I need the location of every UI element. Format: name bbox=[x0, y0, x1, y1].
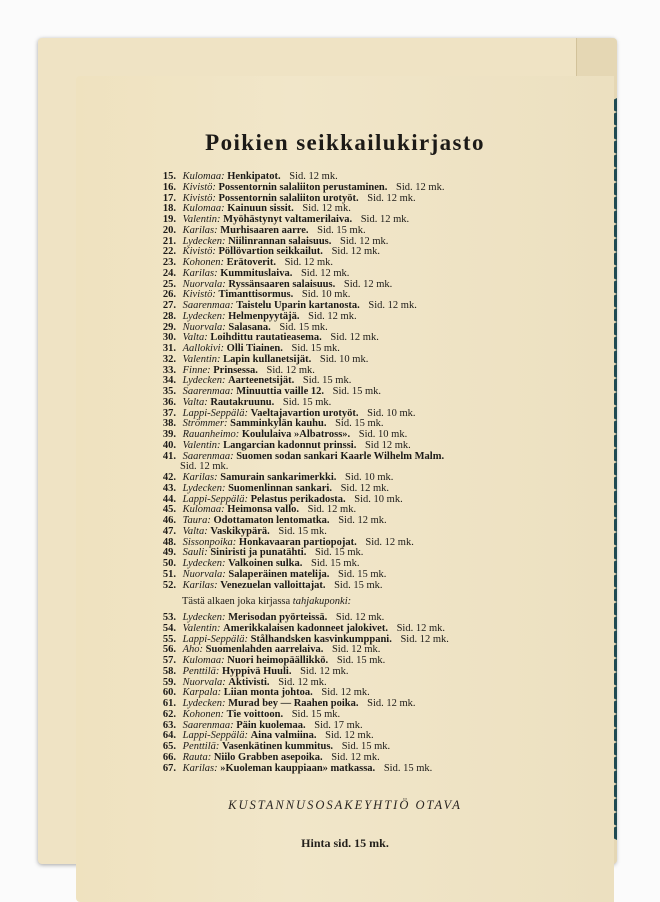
book-title: Honkavaaran partiopojat. bbox=[238, 536, 357, 548]
book-number: 29. bbox=[162, 321, 176, 333]
book-price: Sid. 15 mk. bbox=[302, 375, 352, 387]
book-author: Kivistö: bbox=[182, 181, 216, 193]
book-number: 33. bbox=[162, 364, 176, 376]
book-title: Olli Tiainen. bbox=[226, 343, 283, 354]
book-author: Kohonen: bbox=[182, 257, 225, 268]
book-number: 54. bbox=[162, 622, 176, 634]
book-entry bbox=[154, 581, 584, 592]
book-list bbox=[154, 172, 584, 774]
book-price: Sid. 10 mk. bbox=[367, 407, 416, 419]
book-author: Karilas: bbox=[182, 224, 218, 236]
book-price: Sid. 15 mk. bbox=[278, 525, 327, 537]
book-author: Sissonpoika: bbox=[182, 536, 237, 548]
book-author: Lydecken: bbox=[182, 235, 226, 247]
book-title: Ryssänsaaren salaisuus. bbox=[228, 278, 336, 290]
book-title: Suomenlahden aarrelaiva. bbox=[205, 644, 324, 656]
book-author: Valentin: bbox=[182, 439, 221, 451]
book-author: Kivistö: bbox=[182, 246, 216, 258]
book-price: Sid. 12 mk. bbox=[180, 461, 229, 473]
book-author: Kulomaa: bbox=[182, 203, 225, 215]
book-title: Possentornin salaliiton urotyöt. bbox=[218, 192, 359, 204]
series-title: Poikien seikkailukirjasto bbox=[205, 130, 485, 155]
book-author: Lydecken: bbox=[182, 612, 226, 623]
book-number: 28. bbox=[162, 310, 176, 322]
book-number: 15. bbox=[162, 171, 176, 182]
book-title: Niilinrannan salaisuus. bbox=[228, 235, 332, 247]
book-author: Valta: bbox=[182, 525, 208, 537]
book-author: Karilas: bbox=[182, 762, 218, 774]
book-entry bbox=[154, 764, 584, 775]
book-price: Sid. 12 mk. bbox=[330, 332, 379, 344]
book-number: 52. bbox=[162, 579, 176, 591]
book-price: Sid. 12 mk. bbox=[338, 515, 387, 526]
book-number: 47. bbox=[162, 525, 176, 537]
book-author: Nuorvala: bbox=[182, 321, 226, 333]
book-number: 51. bbox=[162, 568, 176, 580]
book-title: Loihdittu rautatieasema. bbox=[210, 332, 322, 344]
book-author: Kulomaa: bbox=[182, 504, 225, 516]
book-title: Myöhästynyt valtamerilaiva. bbox=[223, 214, 353, 225]
book-title: Aktivisti. bbox=[228, 676, 270, 688]
book-price: Sid. 12 mk. bbox=[289, 171, 338, 182]
book-price: Sid. 15 mk. bbox=[291, 343, 340, 354]
book-price: Sid. 12 mk. bbox=[266, 364, 315, 376]
book-number: 42. bbox=[162, 472, 176, 483]
book-title: Prinsessa. bbox=[213, 364, 258, 376]
book-entry bbox=[154, 570, 584, 581]
book-number: 66. bbox=[162, 751, 176, 763]
book-number: 34. bbox=[162, 375, 176, 387]
book-title: Salasana. bbox=[228, 321, 271, 333]
book-author: Lydecken: bbox=[182, 310, 226, 322]
book-title: Aina valmiina. bbox=[250, 730, 317, 742]
book-price: Sid. 12 mk. bbox=[331, 246, 380, 258]
book-title: Vaskikypärä. bbox=[210, 525, 270, 537]
book-title: Venezuelan valloittajat. bbox=[220, 579, 326, 591]
book-number: 65. bbox=[162, 741, 176, 752]
book-author: Taura: bbox=[182, 515, 211, 526]
book-price: Sid. 12 mk. bbox=[308, 310, 357, 322]
book-price: Sid. 12 mk. bbox=[368, 300, 417, 311]
book-title: Rautakruunu. bbox=[210, 396, 275, 408]
book-author: Lappi-Seppälä: bbox=[182, 633, 248, 645]
book-price: Sid. 10 mk. bbox=[358, 429, 408, 440]
book-price: Sid. 12 mk. bbox=[284, 257, 334, 268]
book-number: 61. bbox=[162, 698, 176, 709]
book-title: Murad bey — Raahen poika. bbox=[228, 698, 359, 709]
book-number: 20. bbox=[162, 224, 176, 236]
book-author: Valentin: bbox=[182, 214, 221, 225]
book-number: 38. bbox=[162, 418, 176, 430]
book-number: 36. bbox=[162, 396, 176, 408]
book-author: Sauli: bbox=[182, 547, 208, 559]
book-number: 16. bbox=[162, 181, 176, 193]
book-price: Sid. 12 mk. bbox=[340, 235, 389, 247]
book-number: 49. bbox=[162, 547, 176, 559]
book-number: 37. bbox=[162, 407, 176, 419]
book-title: Vasenkätinen kummitus. bbox=[222, 741, 334, 752]
book-title: Pöllövartion seikkailut. bbox=[218, 246, 323, 258]
book-author: Karilas: bbox=[182, 267, 218, 279]
book-price: Sid. 12 mk. bbox=[396, 181, 445, 193]
book-number: 50. bbox=[162, 558, 176, 569]
book-author: Valentin: bbox=[182, 353, 221, 365]
book-number: 56. bbox=[162, 644, 176, 656]
book-number: 40. bbox=[162, 439, 176, 451]
book-price: Sid. 12 mk. bbox=[325, 730, 374, 742]
book-author: Valentin: bbox=[182, 622, 221, 634]
book-price: Sid. 15 mk. bbox=[314, 547, 364, 559]
book-list-part-a bbox=[154, 172, 584, 591]
cover-page bbox=[76, 76, 614, 902]
book-price: Sid. 12 mk. bbox=[396, 622, 446, 634]
book-title: Possentornin salaliiton perustaminen. bbox=[218, 181, 388, 193]
book-price: Sid. 15 mk. bbox=[337, 568, 387, 580]
book-author: Lappi-Seppälä: bbox=[182, 730, 248, 742]
book-title: Timanttisormus. bbox=[218, 289, 294, 301]
book-number: 46. bbox=[162, 515, 176, 526]
book-number: 53. bbox=[162, 612, 176, 623]
book-author: Valta: bbox=[182, 396, 208, 408]
book-title: Kainuun sissit. bbox=[227, 203, 294, 215]
book-title: Amerikkalaisen kadonneet jalokivet. bbox=[223, 622, 388, 634]
book-price: Sid 12 mk. bbox=[364, 439, 411, 451]
book-author: Finne: bbox=[182, 364, 211, 376]
book-title: Kummituslaiva. bbox=[220, 267, 293, 279]
book-title: Valkoinen sulka. bbox=[228, 558, 303, 569]
book-price: Sid. 12 mk. bbox=[331, 751, 380, 763]
book-number: 22. bbox=[162, 246, 176, 258]
book-price: Sid. 12 mk. bbox=[278, 676, 327, 688]
book-author: Karilas: bbox=[182, 472, 218, 483]
book-number: 58. bbox=[162, 665, 176, 677]
book-author: Rauanheimo: bbox=[182, 429, 240, 440]
book-number: 30. bbox=[162, 332, 176, 344]
book-number: 23. bbox=[162, 257, 176, 268]
book-price: Sid. 12 mk. bbox=[300, 267, 350, 279]
book-author: Lappi-Seppälä: bbox=[182, 493, 248, 505]
book-title: Heimonsa vallo. bbox=[227, 504, 300, 516]
book-number: 17. bbox=[162, 192, 176, 204]
book-title: Pelastus perikadosta. bbox=[250, 493, 346, 505]
book-price: Sid. 12 mk. bbox=[321, 687, 370, 699]
book-author: Lydecken: bbox=[182, 698, 226, 709]
book-price: Sid. 12 mk. bbox=[331, 644, 381, 656]
book-author: Nuorvala: bbox=[182, 568, 226, 580]
book-title: Taistelu Uparin kartanosta. bbox=[236, 300, 360, 311]
book-number: 18. bbox=[162, 203, 176, 215]
book-price: Sid. 12 mk. bbox=[367, 698, 416, 709]
book-author: Nuorvala: bbox=[182, 278, 226, 290]
book-number: 60. bbox=[162, 687, 176, 699]
book-number: 26. bbox=[162, 289, 176, 301]
book-number: 43. bbox=[162, 482, 176, 494]
book-number: 67. bbox=[162, 762, 176, 774]
book-title: Erätoverit. bbox=[226, 257, 276, 268]
book-title: Siniristi ja punatähti. bbox=[210, 547, 307, 559]
book-price: Sid. 15 mk. bbox=[282, 396, 332, 408]
book-title: Langarcian kadonnut prinssi. bbox=[223, 439, 357, 451]
series-price: Hinta sid. 15 mk. bbox=[301, 836, 389, 850]
book-price: Sid. 12 mk. bbox=[302, 203, 351, 215]
book-back-cover bbox=[38, 38, 616, 864]
book-author: Kulomaa: bbox=[182, 655, 225, 666]
book-title: Nuori heimopäällikkö. bbox=[227, 655, 329, 666]
book-price: Sid. 10 mk. bbox=[319, 353, 369, 365]
book-price: Sid. 15 mk. bbox=[311, 558, 360, 569]
book-price: Sid. 15 mk. bbox=[341, 741, 391, 752]
book-author: Penttilä: bbox=[182, 665, 220, 677]
book-number: 41. bbox=[162, 450, 176, 462]
book-number: 39. bbox=[162, 429, 176, 440]
book-number: 64. bbox=[162, 730, 176, 742]
book-price: Sid. 15 mk. bbox=[332, 386, 382, 397]
book-title: Vaeltajavartion urotyöt. bbox=[250, 407, 359, 419]
book-price: Sid. 15 mk. bbox=[336, 655, 386, 666]
book-price: Sid. 10 mk. bbox=[345, 472, 394, 483]
book-title: Koululaiva »Albatross». bbox=[241, 429, 351, 440]
book-number: 32. bbox=[162, 353, 176, 365]
book-number: 44. bbox=[162, 493, 176, 505]
book-number: 27. bbox=[162, 300, 176, 311]
book-title: Salaperäinen matelija. bbox=[228, 568, 330, 580]
book-title: Aarteenetsijät. bbox=[228, 375, 295, 387]
book-number: 35. bbox=[162, 386, 176, 397]
book-author: Saarenmaa: bbox=[182, 450, 234, 462]
book-title: Stålhandsken kasvinkumppani. bbox=[250, 633, 392, 645]
book-author: Saarenmaa: bbox=[182, 386, 234, 397]
book-title: Lapin kullanetsijät. bbox=[223, 353, 312, 365]
book-author: Lappi-Seppälä: bbox=[182, 407, 248, 419]
book-number: 45. bbox=[162, 504, 176, 516]
book-title: Helmenpyytäjä. bbox=[228, 310, 300, 322]
book-title: Murhisaaren aarre. bbox=[220, 224, 309, 236]
book-price: Sid. 10 mk. bbox=[354, 493, 403, 505]
book-number: 24. bbox=[162, 267, 176, 279]
book-author: Aallokivi: bbox=[182, 343, 225, 354]
book-author: Saarenmaa: bbox=[182, 719, 234, 731]
book-price: Sid. 15 mk. bbox=[291, 708, 341, 720]
book-author: Lydecken: bbox=[182, 558, 226, 569]
book-title: Merisodan pyörteissä. bbox=[228, 612, 328, 623]
book-author: Aho: bbox=[182, 644, 204, 656]
book-number: 31. bbox=[162, 343, 176, 354]
book-number: 21. bbox=[162, 235, 176, 247]
book-author: Kohonen: bbox=[182, 708, 225, 720]
book-author: Kivistö: bbox=[182, 289, 216, 301]
coupon-note-italic: tahjakuponki: bbox=[292, 596, 352, 608]
book-price: Sid. 12 mk. bbox=[340, 482, 390, 494]
book-price: Sid. 17 mk. bbox=[314, 719, 363, 731]
book-price: Sid. 12 mk. bbox=[307, 504, 357, 516]
book-author: Nuorvala: bbox=[182, 676, 226, 688]
book-title: Niilo Grabben asepoika. bbox=[213, 751, 323, 763]
book-price: Sid. 12 mk. bbox=[365, 536, 414, 548]
book-price: Sid. 12 mk. bbox=[343, 278, 393, 290]
book-price: Sid. 12 mk. bbox=[335, 612, 385, 623]
book-number: 25. bbox=[162, 278, 176, 290]
book-author: Kulomaa: bbox=[182, 171, 225, 182]
publisher-name: KUSTANNUSOSAKEYHTIÖ OTAVA bbox=[228, 798, 462, 812]
book-title: Hyppivä Huuli. bbox=[222, 665, 292, 677]
book-number: 62. bbox=[162, 708, 176, 720]
book-number: 59. bbox=[162, 676, 176, 688]
book-author: Karilas: bbox=[182, 579, 218, 591]
book-author: Valta: bbox=[182, 332, 208, 344]
book-title: Päin kuolemaa. bbox=[236, 719, 306, 731]
coupon-note bbox=[154, 597, 584, 608]
book-price: Sid. 15 mk. bbox=[383, 762, 433, 774]
book-price: Sid. 12 mk. bbox=[367, 192, 416, 204]
book-list-part-b bbox=[154, 613, 584, 774]
coupon-note-text: Tästä alkaen joka kirjassa bbox=[182, 596, 293, 608]
book-title: Samminkylän kauhu. bbox=[230, 418, 327, 430]
book-title: Suomenlinnan sankari. bbox=[228, 482, 332, 494]
book-title: Henkipatot. bbox=[227, 171, 281, 182]
book-author: Penttilä: bbox=[182, 741, 220, 752]
book-number: 63. bbox=[162, 719, 176, 731]
book-title: Minuuttia vaille 12. bbox=[236, 386, 324, 397]
book-price: Sid. 12 mk. bbox=[300, 665, 349, 677]
book-number: 48. bbox=[162, 536, 176, 548]
book-author: Strömmer: bbox=[182, 418, 228, 430]
book-number: 19. bbox=[162, 214, 176, 225]
book-title: Odottamaton lentomatka. bbox=[213, 515, 330, 526]
book-author: Kivistö: bbox=[182, 192, 216, 204]
book-price: Sid. 15 mk. bbox=[317, 224, 366, 236]
book-number: 55. bbox=[162, 633, 176, 645]
book-title: »Kuoleman kauppiaan» matkassa. bbox=[220, 762, 376, 774]
book-number: 57. bbox=[162, 655, 176, 666]
book-price: Sid. 15 mk. bbox=[335, 418, 384, 430]
book-title: Samurain sankarimerkki. bbox=[220, 472, 337, 483]
book-author: Karpala: bbox=[182, 687, 222, 699]
book-author: Lydecken: bbox=[182, 375, 226, 387]
book-price: Sid. 12 mk. bbox=[360, 214, 410, 225]
book-price: Sid. 15 mk. bbox=[279, 321, 328, 333]
book-author: Saarenmaa: bbox=[182, 300, 234, 311]
book-price: Sid. 12 mk. bbox=[400, 633, 449, 645]
book-author: Lydecken: bbox=[182, 482, 226, 494]
book-title: Tie voittoon. bbox=[226, 708, 284, 720]
book-price: Sid. 10 mk. bbox=[301, 289, 351, 301]
book-title: Suomen sodan sankari Kaarle Wilhelm Malm. bbox=[236, 450, 445, 462]
book-price: Sid. 15 mk. bbox=[334, 579, 383, 591]
book-title: Liian monta johtoa. bbox=[223, 687, 313, 699]
book-author: Rauta: bbox=[182, 751, 212, 763]
